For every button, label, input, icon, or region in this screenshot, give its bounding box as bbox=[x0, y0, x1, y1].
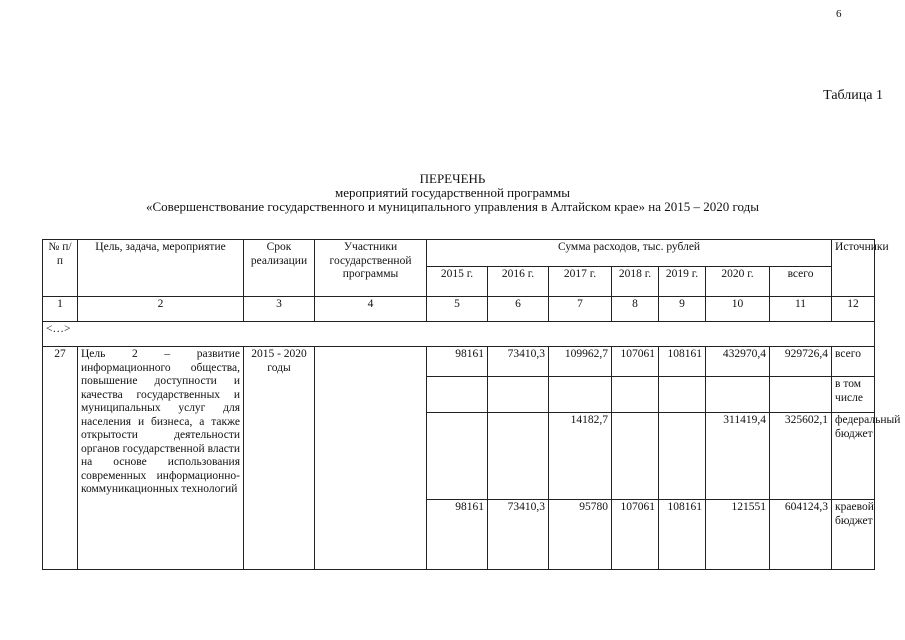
value-2016: 73410,3 bbox=[488, 347, 549, 377]
col-number: 11 bbox=[770, 297, 832, 322]
value-2017: 109962,7 bbox=[549, 347, 612, 377]
header-source: Источники bbox=[832, 240, 875, 297]
value-2016 bbox=[488, 413, 549, 500]
header-row-1 bbox=[43, 240, 875, 267]
title-line-3: «Совершенствование государственного и муниципального управления в Алтайском крае» на 2015 – 2020 годы bbox=[146, 199, 759, 214]
row-num: 27 bbox=[43, 347, 78, 570]
col-number: 4 bbox=[315, 297, 427, 322]
value-2017: 14182,7 bbox=[549, 413, 612, 500]
col-number: 8 bbox=[612, 297, 659, 322]
table-row bbox=[43, 347, 875, 377]
source-label: федеральный бюджет bbox=[832, 413, 875, 500]
value-2020: 311419,4 bbox=[706, 413, 770, 500]
value-2015 bbox=[427, 413, 488, 500]
title-line-2: мероприятий государственной программы bbox=[335, 185, 570, 200]
ellipsis-cell: <…> bbox=[43, 322, 875, 347]
value-2020: 432970,4 bbox=[706, 347, 770, 377]
value-2018 bbox=[612, 377, 659, 413]
column-number-row bbox=[43, 297, 875, 322]
value-total: 325602,1 bbox=[770, 413, 832, 500]
value-2019 bbox=[659, 413, 706, 500]
expenditure-table bbox=[42, 239, 901, 570]
col-number: 9 bbox=[659, 297, 706, 322]
value-2016 bbox=[488, 377, 549, 413]
header-goal: Цель, задача, мероприятие bbox=[78, 240, 244, 297]
col-number: 2 bbox=[78, 297, 244, 322]
value-2020: 121551 bbox=[706, 500, 770, 570]
value-2018 bbox=[612, 413, 659, 500]
header-2020: 2020 г. bbox=[706, 267, 770, 297]
source-label: всего bbox=[832, 347, 875, 377]
value-2017: 95780 bbox=[549, 500, 612, 570]
value-2018: 107061 bbox=[612, 347, 659, 377]
header-participants: Участники государственной программы bbox=[315, 240, 427, 297]
value-2019: 108161 bbox=[659, 500, 706, 570]
row-participants bbox=[315, 347, 427, 570]
col-number: 7 bbox=[549, 297, 612, 322]
value-2020 bbox=[706, 377, 770, 413]
header-2019: 2019 г. bbox=[659, 267, 706, 297]
header-2016: 2016 г. bbox=[488, 267, 549, 297]
header-num: № п/п bbox=[43, 240, 78, 297]
header-total: всего bbox=[770, 267, 832, 297]
page-number: 6 bbox=[836, 8, 842, 20]
source-label: в том числе bbox=[832, 377, 875, 413]
value-total: 929726,4 bbox=[770, 347, 832, 377]
value-2019 bbox=[659, 377, 706, 413]
value-2018: 107061 bbox=[612, 500, 659, 570]
value-2019: 108161 bbox=[659, 347, 706, 377]
row-term: 2015 - 2020 годы bbox=[244, 347, 315, 570]
header-term: Срок реализации bbox=[244, 240, 315, 297]
col-number: 1 bbox=[43, 297, 78, 322]
row-goal: Цель 2 – развитие информационного общества, повышение доступности и качества государственных и муниципальных услуг для населения и бизнеса, а также открытости деятельности органов государственной власти на основе использования современных информационно-коммуникационных технологий bbox=[78, 347, 244, 570]
header-2015: 2015 г. bbox=[427, 267, 488, 297]
source-label: краевой бюджет bbox=[832, 500, 875, 570]
table-label: Таблица 1 bbox=[823, 88, 883, 103]
col-number: 5 bbox=[427, 297, 488, 322]
header-2017: 2017 г. bbox=[549, 267, 612, 297]
value-2015 bbox=[427, 377, 488, 413]
value-total: 604124,3 bbox=[770, 500, 832, 570]
col-number: 3 bbox=[244, 297, 315, 322]
col-number: 12 bbox=[832, 297, 875, 322]
title-line-1: ПЕРЕЧЕНЬ bbox=[419, 171, 486, 186]
document-title bbox=[0, 172, 905, 214]
value-2017 bbox=[549, 377, 612, 413]
header-2018: 2018 г. bbox=[612, 267, 659, 297]
ellipsis-row bbox=[43, 322, 875, 347]
col-number: 6 bbox=[488, 297, 549, 322]
value-2015: 98161 bbox=[427, 500, 488, 570]
header-sum: Сумма расходов, тыс. рублей bbox=[427, 240, 832, 267]
col-number: 10 bbox=[706, 297, 770, 322]
value-total bbox=[770, 377, 832, 413]
value-2015: 98161 bbox=[427, 347, 488, 377]
value-2016: 73410,3 bbox=[488, 500, 549, 570]
